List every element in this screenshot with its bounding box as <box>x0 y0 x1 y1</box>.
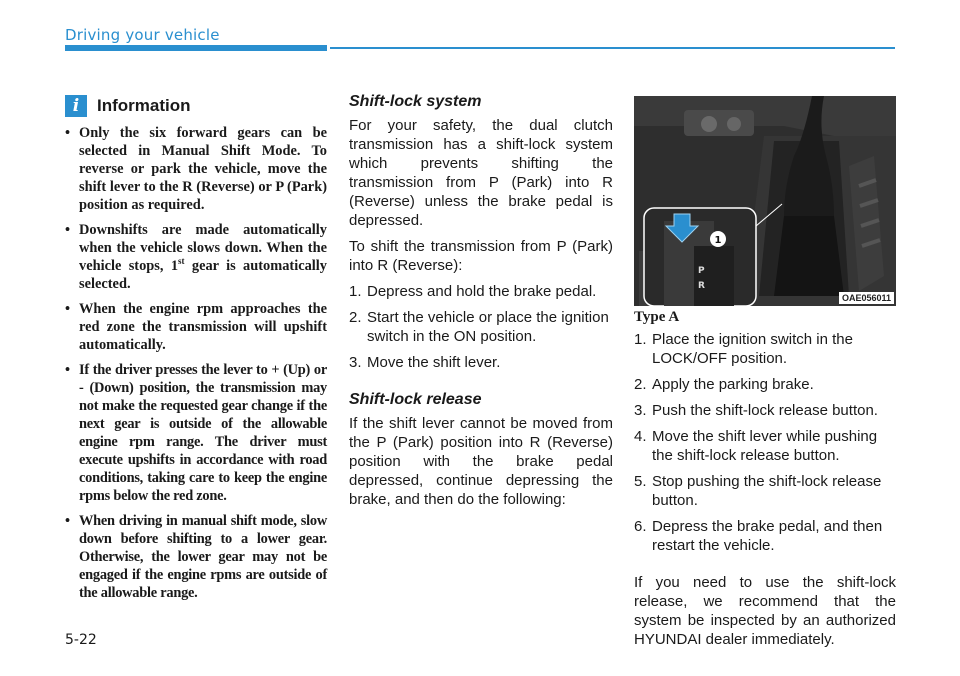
bullet-text-tail: gear is automatically selected. <box>79 258 327 292</box>
shift-lock-release-text: If the shift lever cannot be moved from the P (Park) position into R (Reverse) position with the brake pedal depressed, continue depressing the brake, and then do the following: <box>349 415 613 508</box>
step-text: Apply the parking brake. <box>652 376 814 393</box>
header-rule-thick <box>65 45 327 51</box>
step-number: 1. <box>349 283 362 300</box>
shift-lock-instruction: To shift the transmission from P (Park) into R (Reverse): <box>349 238 613 274</box>
section-header-title: Driving your vehicle <box>65 26 220 44</box>
type-a-closing: If you need to use the shift-lock release, we recommend that the system be inspected by an authorized HYUNDAI dealer immediately. <box>634 574 896 648</box>
shift-lock-column <box>349 92 613 516</box>
page-number: 5-22 <box>65 632 97 648</box>
step-number: 4. <box>634 428 647 445</box>
shift-lock-heading: Shift-lock system <box>349 93 482 110</box>
list-item <box>634 375 896 394</box>
step-text: Push the shift-lock release button. <box>652 402 878 419</box>
shift-lock-release-heading: Shift-lock release <box>349 391 482 408</box>
list-item: • Only the six forward gears can be selected in Manual Shift Mode. To reverse or park the vehicle, move the shift lever to the R (Reverse) or P (Park) position as required. <box>65 124 327 214</box>
bullet-text: Downshifts are made automatically when the vehicle slows down. When the vehicle stops, 1 <box>79 222 327 274</box>
list-item <box>65 221 327 293</box>
shift-lever-illustration <box>634 96 896 306</box>
information-heading <box>65 95 191 117</box>
step-number: 2. <box>349 309 362 326</box>
step-number: 3. <box>349 354 362 371</box>
gear-letter-p: P <box>698 266 705 276</box>
step-text: Place the ignition switch in the LOCK/OFF position. <box>652 331 853 367</box>
step-text: Move the shift lever. <box>367 354 501 371</box>
list-item: • When driving in manual shift mode, slow down before shifting to a lower gear. Otherwise, the lower gear may not be engaged if the engine rpms are outside of the allowable range. <box>65 512 327 602</box>
list-item: • If the driver presses the lever to + (Up) or - (Down) position, the transmission may not make the requested gear change if the next gear is outside of the allowable engine rpm range. The driver must execute upshifts in accordance with road conditions, taking care to keep the engine rpms below the red zone. <box>65 361 327 505</box>
type-a-steps <box>634 330 896 555</box>
step-text: Stop pushing the shift-lock release button. <box>652 473 882 509</box>
step-text: Move the shift lever while pushing the shift-lock release button. <box>652 428 878 464</box>
information-title: Information <box>97 96 191 115</box>
info-icon: i <box>65 95 87 117</box>
step-number: 5. <box>634 473 647 490</box>
list-item <box>349 353 613 372</box>
information-bullet-list <box>65 124 327 609</box>
list-item <box>634 472 896 510</box>
figure-code: OAE056011 <box>839 292 894 304</box>
step-number: 3. <box>634 402 647 419</box>
step-text: Depress and hold the brake pedal. <box>367 283 597 300</box>
list-item <box>634 330 896 368</box>
callout-number: 1 <box>714 235 722 246</box>
ordinal-suffix: st <box>178 256 185 267</box>
step-text: Start the vehicle or place the ignition switch in the ON position. <box>367 309 609 345</box>
shift-lock-steps <box>349 282 613 372</box>
list-item <box>634 517 896 555</box>
shift-lock-intro: For your safety, the dual clutch transmission has a shift-lock system which prevents shifting the transmission from P (Park) into R (Reverse) unless the brake pedal is depressed. <box>349 117 613 229</box>
list-item <box>634 427 896 465</box>
list-item <box>634 401 896 420</box>
step-number: 6. <box>634 518 647 535</box>
step-text: Depress the brake pedal, and then restart the vehicle. <box>652 518 883 554</box>
list-item: • When the engine rpm approaches the red zone the transmission will upshift automatically. <box>65 300 327 354</box>
gear-letter-r: R <box>698 281 705 291</box>
list-item <box>349 282 613 301</box>
step-number: 1. <box>634 331 647 348</box>
shift-lever-photo <box>634 96 896 306</box>
type-a-heading: Type A <box>634 309 680 325</box>
step-number: 2. <box>634 376 647 393</box>
list-item <box>349 308 613 346</box>
header-rule-thin <box>330 47 895 49</box>
type-a-column <box>634 308 896 656</box>
